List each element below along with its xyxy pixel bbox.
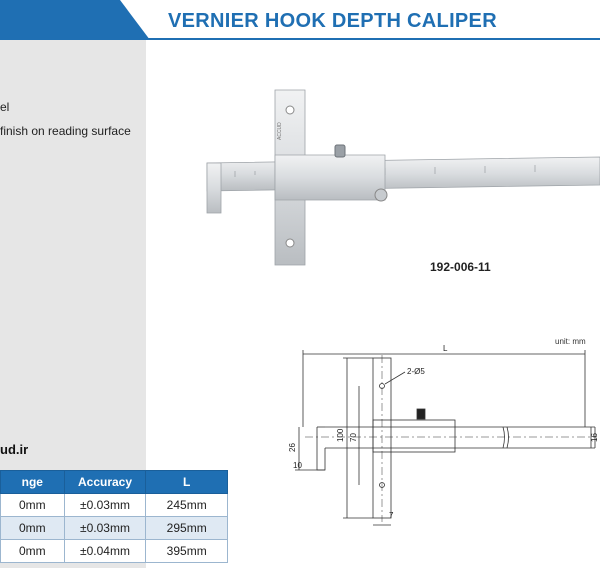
dim-7: 7 xyxy=(389,511,394,520)
page-title: VERNIER HOOK DEPTH CALIPER xyxy=(168,10,497,32)
table-row xyxy=(1,517,228,540)
header-band xyxy=(0,0,600,40)
feature-line-2: finish on reading surface xyxy=(0,124,131,138)
model-number: 192-006-11 xyxy=(430,260,491,274)
col-header-accuracy: Accuracy xyxy=(64,471,146,494)
caliper-photo xyxy=(205,85,600,275)
table-header-row xyxy=(1,471,228,494)
cell-length: 395mm xyxy=(146,540,228,563)
cell-length: 245mm xyxy=(146,494,228,517)
dim-26: 26 xyxy=(288,443,297,452)
header-tab xyxy=(0,0,150,40)
unit-label: unit: mm xyxy=(555,337,586,346)
feature-line-1: el xyxy=(0,100,10,114)
spec-table xyxy=(0,470,228,563)
site-watermark: ud.ir xyxy=(0,442,29,457)
col-header-length: L xyxy=(146,471,228,494)
cell-accuracy: ±0.03mm xyxy=(64,494,146,517)
cell-range: 0mm xyxy=(1,540,65,563)
col-header-range: nge xyxy=(1,471,65,494)
brand-mark: ACCUD xyxy=(277,122,283,140)
dim-70: 70 xyxy=(349,433,358,442)
cell-accuracy: ±0.04mm xyxy=(64,540,146,563)
cell-accuracy: ±0.03mm xyxy=(64,517,146,540)
cell-range: 0mm xyxy=(1,517,65,540)
dim-100: 100 xyxy=(336,428,345,442)
dim-L: L xyxy=(443,344,448,353)
technical-drawing xyxy=(285,330,600,530)
cell-range: 0mm xyxy=(1,494,65,517)
dim-holes: 2-Ø5 xyxy=(407,367,425,376)
header-rule xyxy=(145,38,600,40)
cell-length: 295mm xyxy=(146,517,228,540)
table-row xyxy=(1,494,228,517)
dim-10: 10 xyxy=(293,461,302,470)
dim-16: 16 xyxy=(590,433,599,442)
table-row xyxy=(1,540,228,563)
